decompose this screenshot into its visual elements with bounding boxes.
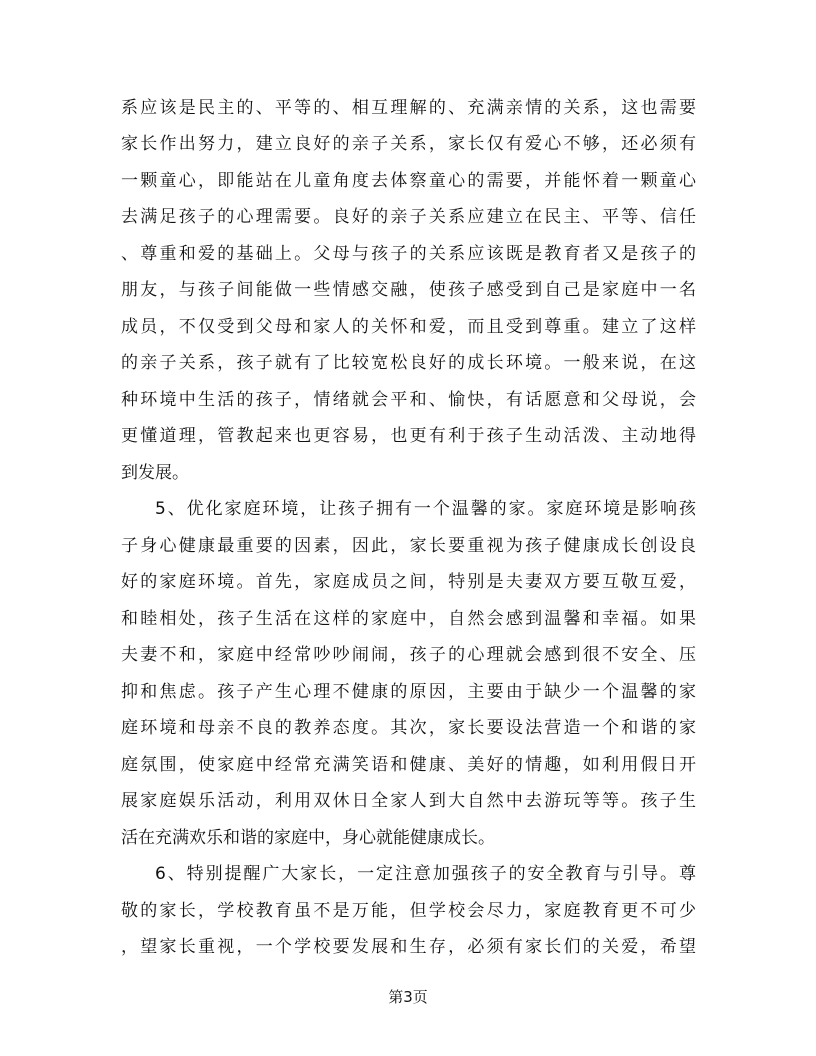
text-line: 抑和焦虑。孩子产生心理不健康的原因，主要由于缺少一个温馨的家 <box>121 682 696 702</box>
page-number-footer: 第3页 <box>388 988 428 1006</box>
text-line: 子身心健康最重要的因素，因此，家长要重视为孩子健康成长创设良 <box>121 536 696 556</box>
text-line: 去满足孩子的心理需要。良好的亲子关系应建立在民主、平等、信任 <box>121 207 696 227</box>
text-line: 系应该是民主的、平等的、相互理解的、充满亲情的关系，这也需要 <box>121 98 696 118</box>
text-line: 活在充满欢乐和谐的家庭中，身心就能健康成长。 <box>121 828 495 848</box>
text-line: 、尊重和爱的基础上。父母与孩子的关系应该既是教育者又是孩子的 <box>121 244 696 264</box>
text-line: 敬的家长，学校教育虽不是万能，但学校会尽力，家庭教育更不可少 <box>121 901 696 921</box>
text-line: 和睦相处，孩子生活在这样的家庭中，自然会感到温馨和幸福。如果 <box>121 609 696 629</box>
text-line: 庭氛围，使家庭中经常充满笑语和健康、美好的情趣，如利用假日开 <box>121 755 696 775</box>
text-line: 成员，不仅受到父母和家人的关怀和爱，而且受到尊重。建立了这样 <box>121 317 696 337</box>
text-line: 展家庭娱乐活动，利用双休日全家人到大自然中去游玩等等。孩子生 <box>121 791 696 811</box>
text-line: 夫妻不和，家庭中经常吵吵闹闹，孩子的心理就会感到很不安全、压 <box>121 645 696 665</box>
text-line: 到发展。 <box>121 463 189 483</box>
text-line: 好的家庭环境。首先，家庭成员之间，特别是夫妻双方要互敬互爱， <box>121 572 696 592</box>
text-line: 5、优化家庭环境，让孩子拥有一个温馨的家。家庭环境是影响孩 <box>155 499 696 519</box>
text-line: 种环境中生活的孩子，情绪就会平和、愉快，有话愿意和父母说，会 <box>121 390 696 410</box>
text-line: ，望家长重视，一个学校要发展和生存，必须有家长们的关爱，希望 <box>121 937 696 957</box>
text-line: 6、特别提醒广大家长，一定注意加强孩子的安全教育与引导。尊 <box>155 864 696 884</box>
text-line: 一颗童心，即能站在儿童角度去体察童心的需要，并能怀着一颗童心 <box>121 171 696 191</box>
text-line: 朋友，与孩子间能做一些情感交融，使孩子感受到自己是家庭中一名 <box>121 280 696 300</box>
text-line: 家长作出努力，建立良好的亲子关系，家长仅有爱心不够，还必须有 <box>121 134 696 154</box>
text-line: 庭环境和母亲不良的教养态度。其次，家长要设法营造一个和谐的家 <box>121 718 696 738</box>
text-line: 更懂道理，管教起来也更容易，也更有利于孩子生动活泼、主动地得 <box>121 426 696 446</box>
text-line: 的亲子关系，孩子就有了比较宽松良好的成长环境。一般来说，在这 <box>121 353 696 373</box>
